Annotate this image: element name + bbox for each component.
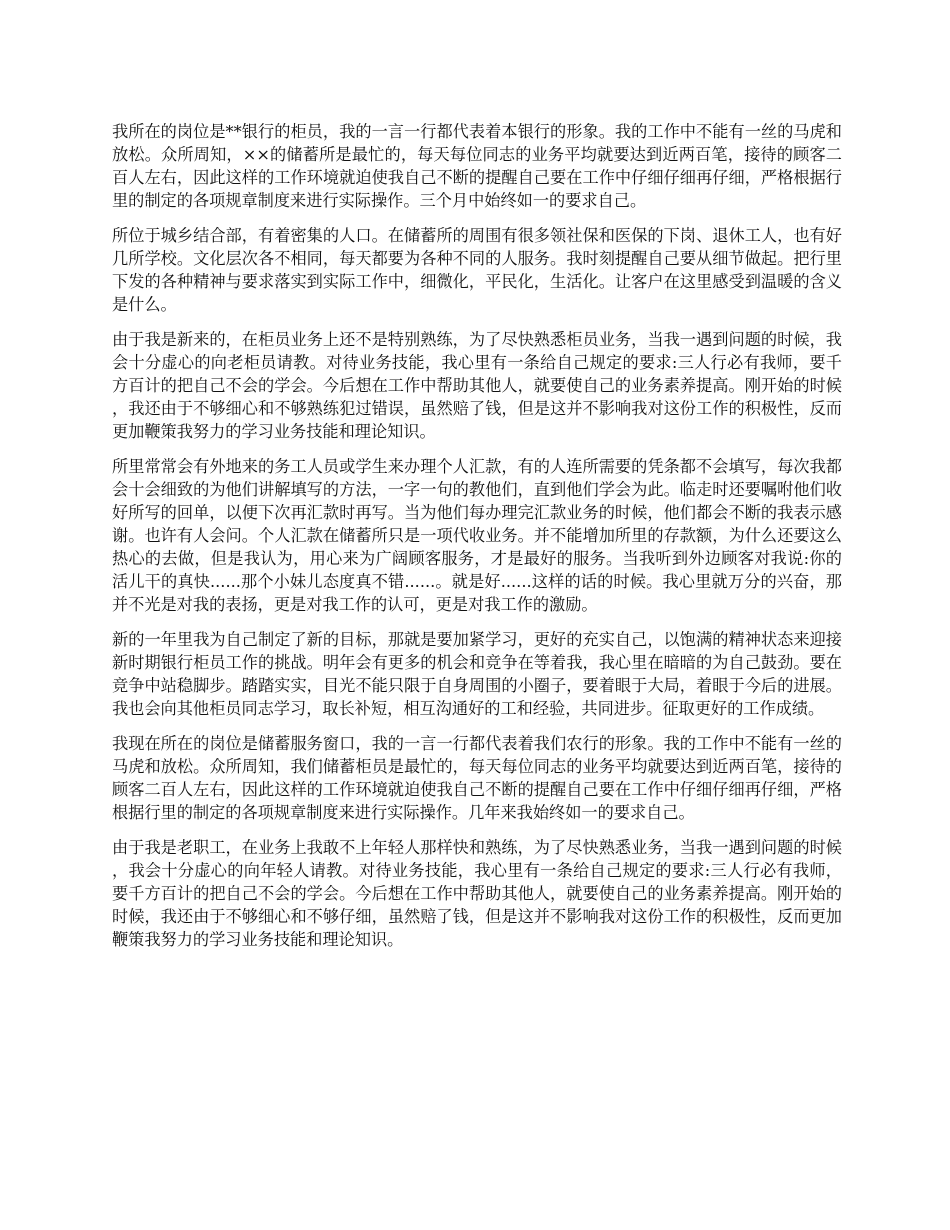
paragraph-1: 我所在的岗位是**银行的柜员，我的一言一行都代表着本银行的形象。我的工作中不能有一丝的马虎和放松。众所周知，××的储蓄所是最忙的，每天每位同志的业务平均就要达到近两百笔，接待的顾客二百人左右，因此这样的工作环境就迫使我自己不断的提醒自己要在工作中仔细仔细再仔细，严格根据行里的制定的各项规章制度来进行实际操作。三个月中始终如一的要求自己。 — [112, 122, 842, 210]
document-body — [112, 120, 842, 951]
paragraph-6: 我现在所在的岗位是储蓄服务窗口，我的一言一行都代表着我们农行的形象。我的工作中不能有一丝的马虎和放松。众所周知，我们储蓄柜员是最忙的，每天每位同志的业务平均就要达到近两百笔，接待的顾客二百人左右，因此这样的工作环境就迫使我自己不断的提醒自己要在工作中仔细仔细再仔细，严格根据行里的制定的各项规章制度来进行实际操作。几年来我始终如一的要求自己。 — [112, 734, 842, 822]
paragraph-5: 新的一年里我为自己制定了新的目标，那就是要加紧学习，更好的充实自己，以饱满的精神状态来迎接新时期银行柜员工作的挑战。明年会有更多的机会和竞争在等着我，我心里在暗暗的为自己鼓劲。要在竞争中站稳脚步。踏踏实实，目光不能只限于自身周围的小圈子，要着眼于大局，着眼于今后的进展。我也会向其他柜员同志学习，取长补短，相互沟通好的工和经验，共同进步。征取更好的工作成绩。 — [112, 630, 842, 718]
paragraph-2: 所位于城乡结合部，有着密集的人口。在储蓄所的周围有很多领社保和医保的下岗、退休工人，也有好几所学校。文化层次各不相同，每天都要为各种不同的人服务。我时刻提醒自己要从细节做起。把行里下发的各种精神与要求落实到实际工作中，细微化，平民化，生活化。让客户在这里感受到温暖的含义是什么。 — [112, 226, 842, 314]
paragraph-4: 所里常常会有外地来的务工人员或学生来办理个人汇款，有的人连所需要的凭条都不会填写，每次我都会十会细致的为他们讲解填写的方法，一字一句的教他们，直到他们学会为此。临走时还要嘱咐他们收好所写的回单，以便下次再汇款时再写。当为他们每办理完汇款业务的时候，他们都会不断的我表示感谢。也许有人会问。个人汇款在储蓄所只是一项代收业务。并不能增加所里的存款额，为什么还要这么热心的去做，但是我认为，用心来为广阔顾客服务，才是最好的服务。当我听到外边顾客对我说:你的活儿干的真快......那个小妹儿态度真不错......。就是好......这样的话的时候。我心里就万分的兴奋，那并不光是对我的表扬，更是对我工作的认可，更是对我工作的激励。 — [112, 457, 842, 614]
paragraph-3: 由于我是新来的，在柜员业务上还不是特别熟练，为了尽快熟悉柜员业务，当我一遇到问题的时候，我会十分虚心的向老柜员请教。对待业务技能，我心里有一条给自己规定的要求:三人行必有我师，要千方百计的把自己不会的学会。今后想在工作中帮助其他人，就要使自己的业务素养提高。刚开始的时候，我还由于不够细心和不够熟练犯过错误，虽然赔了钱，但是这并不影响我对这份工作的积极性，反而更加鞭策我努力的学习业务技能和理论知识。 — [112, 330, 842, 441]
paragraph-7: 由于我是老职工，在业务上我敢不上年轻人那样快和熟练，为了尽快熟悉业务，当我一遇到问题的时候，我会十分虚心的向年轻人请教。对待业务技能，我心里有一条给自己规定的要求:三人行必有我师，要千方百计的把自己不会的学会。今后想在工作中帮助其他人，就要使自己的业务素养提高。刚开始的时候，我还由于不够细心和不够仔细，虽然赔了钱，但是这并不影响我对这份工作的积极性，反而更加鞭策我努力的学习业务技能和理论知识。 — [112, 838, 842, 949]
